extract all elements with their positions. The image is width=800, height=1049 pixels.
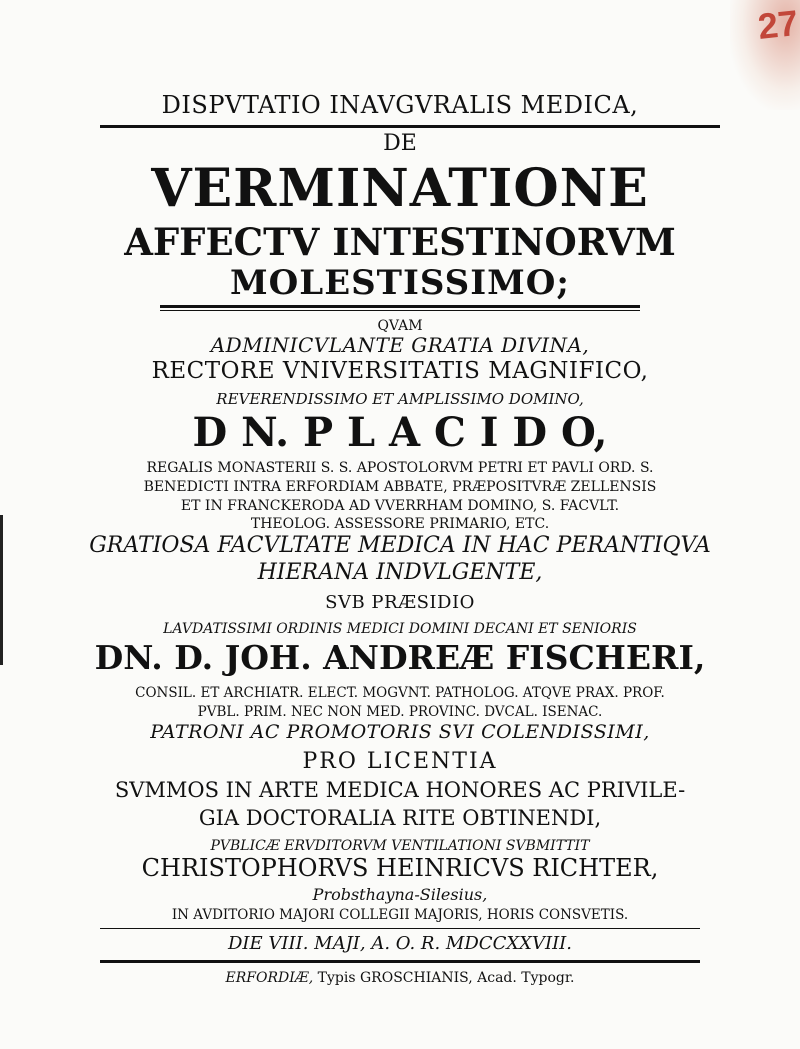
header-rule: [100, 125, 720, 128]
imprint-city: ERFORDIÆ,: [225, 970, 314, 986]
de-label: DE: [383, 131, 417, 156]
main-title-verminatione: VERMINATIONE: [151, 158, 649, 219]
lavdatissimi-line: LAVDATISSIMI ORDINIS MEDICI DOMINI DECANI ET SENIORIS: [163, 621, 637, 637]
svb-praesidio: SVB PRÆSIDIO: [325, 592, 475, 613]
consil-line-1: CONSIL. ET ARCHIATR. ELECT. MOGVNT. PATHOLOG. ATQVE PRAX. PROF.: [135, 685, 665, 701]
pvblicae-line: PVBLICÆ ERVDITORVM VENTILATIONI SVBMITTIT: [210, 838, 590, 854]
date-line: DIE VIII. MAJI, A. O. R. MDCCXXVIII.: [227, 933, 573, 954]
author-name: CHRISTOPHORVS HEINRICVS RICHTER,: [141, 854, 659, 882]
pro-licentia: PRO LICENTIA: [302, 749, 498, 774]
rectore-line: RECTORE VNIVERSITATIS MAGNIFICO,: [151, 358, 649, 384]
auditorio-line: IN AVDITORIO MAJORI COLLEGII MAJORIS, HORIS CONSVETIS.: [171, 907, 629, 923]
consil-line-2: PVBL. PRIM. NEC NON MED. PROVINC. DVCAL. ISENAC.: [197, 704, 603, 720]
title-rule: [160, 305, 640, 308]
reverendissimo-line: REVERENDISSIMO ET AMPLISSIMO DOMINO,: [216, 390, 584, 408]
imprint-printer: Typis GROSCHIANIS, Acad. Typogr.: [317, 970, 575, 986]
corner-mark: 27: [755, 2, 800, 47]
svmmos-line: SVMMOS IN ARTE MEDICA HONORES AC PRIVILE-: [114, 778, 686, 802]
hierana-line: HIERANA INDVLGENTE,: [257, 560, 543, 585]
patroni-line: PATRONI AC PROMOTORIS SVI COLENDISSIMI,: [150, 721, 650, 743]
qvam-label: QVAM: [377, 318, 423, 334]
regalis-line-4: THEOLOG. ASSESSORE PRIMARIO, ETC.: [250, 516, 550, 532]
gia-line: GIA DOCTORALIA RITE OBTINENDI,: [198, 806, 602, 830]
gratiosa-line: GRATIOSA FACVLTATE MEDICA IN HAC PERANTIQVA: [89, 533, 711, 558]
imprint-line: [0, 970, 800, 986]
regalis-line-2: BENEDICTI INTRA ERFORDIAM ABBATE, PRÆPOSITVRÆ ZELLENSIS: [143, 479, 657, 495]
dn-placido: D N. P L A C I D O,: [192, 409, 608, 456]
praeses-name: DN. D. JOH. ANDREÆ FISCHERI,: [94, 638, 706, 677]
regalis-line-1: REGALIS MONASTERII S. S. APOSTOLORVM PETRI ET PAVLI ORD. S.: [146, 460, 654, 476]
author-origin: Probsthayna-Silesius,: [312, 885, 488, 904]
main-title-affectv: AFFECTV INTESTINORVM: [124, 220, 676, 264]
header-title: DISPVTATIO INAVGVRALIS MEDICA,: [161, 91, 639, 119]
date-rule-bottom: [100, 960, 700, 963]
main-title-molestissimo: MOLESTISSIMO;: [230, 263, 570, 303]
date-rule-top: [100, 928, 700, 929]
regalis-line-3: ET IN FRANCKERODA AD VVERRHAM DOMINO, S. FACVLT.: [180, 498, 620, 514]
adminicvlante-line: ADMINICVLANTE GRATIA DIVINA,: [210, 333, 590, 357]
title-rule-thin: [160, 310, 640, 311]
